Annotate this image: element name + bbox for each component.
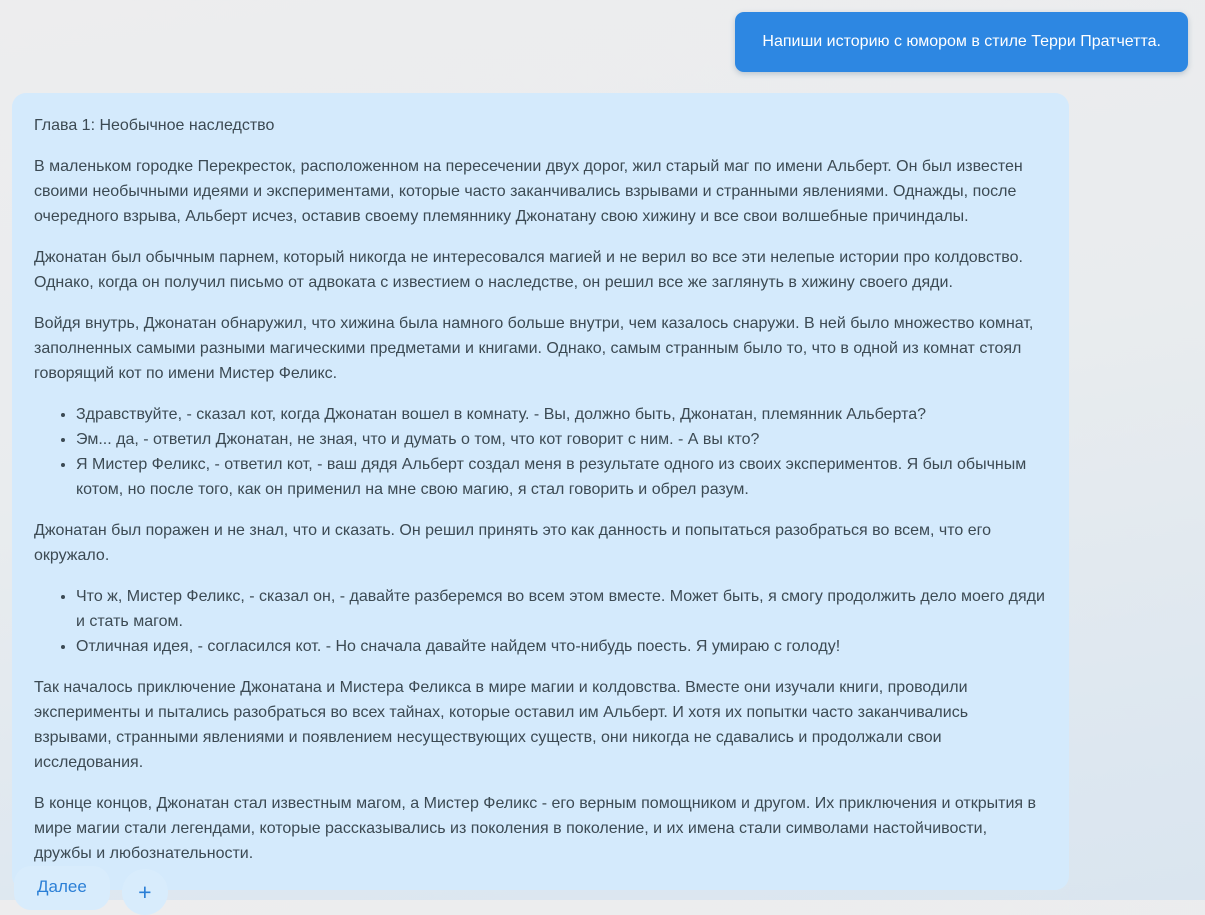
actions-row	[14, 866, 168, 915]
dialogue-list-item: • Что ж, Мистер Феликс, - сказал он, - давайте разберемся во всем этом вместе. Может быть, я смогу продолжить дело моего дяди и стать магом.	[76, 584, 1045, 634]
dialogue-list-item: • Эм... да, - ответил Джонатан, не зная, что и думать о том, что кот говорит с ним. - А вы кто?	[76, 427, 1045, 452]
add-button[interactable]: +	[122, 869, 168, 915]
story-paragraph-4: Джонатан был поражен и не знал, что и сказать. Он решил принять это как данность и попытаться разобраться во всем, что его окружало.	[34, 522, 992, 564]
chapter-heading: Глава 1: Необычное наследство	[34, 117, 275, 134]
dialogue-list-item: • Я Мистер Феликс, - ответил кот, - ваш дядя Альберт создал меня в результате одного из своих экспериментов. Я был обычным котом, но после того, как он применил на мне свою магию, я стал говорить и обрел разум.	[76, 452, 1045, 502]
user-message-bubble: Напиши историю с юмором в стиле Терри Пратчетта.	[735, 12, 1188, 72]
dialogue-list-item: • Здравствуйте, - сказал кот, когда Джонатан вошел в комнату. - Вы, должно быть, Джонатан, племянник Альберта?	[76, 402, 1045, 427]
dialogue-list-item: • Отличная идея, - согласился кот. - Но сначала давайте найдем что-нибудь поесть. Я умираю с голоду!	[76, 634, 1045, 659]
dialogue-list-2	[34, 584, 1045, 659]
story-paragraph-2: Джонатан был обычным парнем, который никогда не интересовался магией и не верил во все эти нелепые истории про колдовство. Однако, когда он получил письмо от адвоката с известием о наследстве, он решил все же заглянуть в хижину своего дяди.	[34, 249, 1023, 291]
story-paragraph-6: В конце концов, Джонатан стал известным магом, а Мистер Феликс - его верным помощником и другом. Их приключения и открытия в мире магии стали легендами, которые рассказывались из поколения в поколение, и их имена стали символами настойчивости, дружбы и любознательности.	[34, 795, 1037, 862]
story-paragraph-3: Войдя внутрь, Джонатан обнаружил, что хижина была намного больше внутри, чем казалось снаружи. В ней было множество комнат, заполненных самыми разными магическими предметами и книгами. Однако, самым странным было то, что в одной из комнат стоял говорящий кот по имени Мистер Феликс.	[34, 315, 1034, 382]
assistant-message-bubble	[12, 93, 1069, 890]
story-paragraph-1: В маленьком городке Перекресток, расположенном на пересечении двух дорог, жил старый маг по имени Альберт. Он был известен своими необычными идеями и экспериментами, которые часто заканчивались взрывами и странными явлениями. Однажды, после очередного взрыва, Альберт исчез, оставив своему племяннику Джонатану свою хижину и все свои волшебные причиндалы.	[34, 158, 1023, 225]
next-button[interactable]: Далее	[14, 866, 110, 910]
dialogue-list-1	[34, 402, 1045, 502]
story-paragraph-5: Так началось приключение Джонатана и Мистера Феликса в мире магии и колдовства. Вместе они изучали книги, проводили эксперименты и пытались разобраться во всех тайнах, которые оставил им Альберт. И хотя их попытки часто заканчивались взрывами, странными явлениями и появлением несуществующих существ, они никогда не сдавались и продолжали свои исследования.	[34, 679, 969, 771]
